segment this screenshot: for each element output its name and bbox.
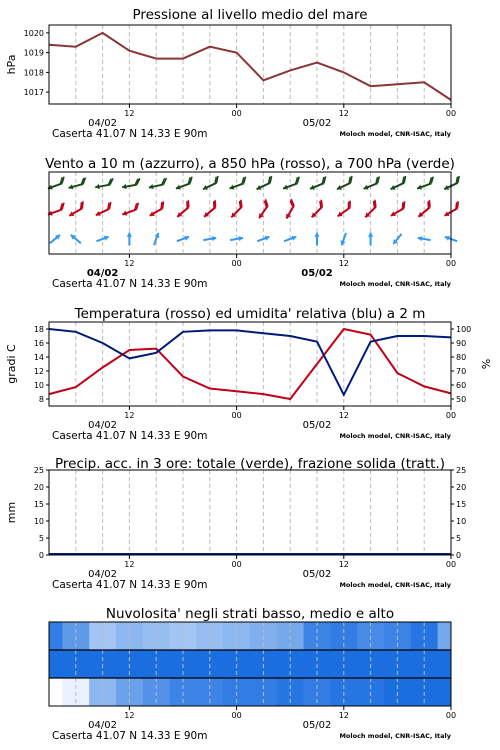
wind-barb — [82, 201, 83, 208]
x-tick-label: 12 — [124, 711, 135, 720]
wind-barb — [457, 201, 458, 208]
x-tick-label: 12 — [124, 259, 135, 268]
model-label: Moloch model, CNR-ISAC, Italy — [339, 581, 451, 589]
wind-barb — [161, 202, 162, 209]
y-tick-label: 12 — [33, 367, 44, 376]
model-label: Moloch model, CNR-ISAC, Italy — [339, 732, 451, 740]
location-label: Caserta 41.07 N 14.33 E 90m — [52, 128, 208, 140]
x-tick-label: 00 — [445, 109, 457, 118]
cloud-cell-alto — [438, 622, 452, 650]
x-tick-label: 12 — [338, 411, 349, 420]
x-tick-label: 00 — [445, 259, 457, 268]
cloud-cell-basso — [49, 678, 63, 706]
y2-tick-label: 50 — [456, 395, 467, 404]
y-axis-label: hPa — [5, 54, 18, 75]
y-tick-label: 20 — [33, 483, 44, 492]
y-tick-label: 16 — [33, 339, 44, 348]
y-tick-label: 1020 — [23, 28, 44, 38]
x-tick-label: 12 — [338, 560, 349, 569]
y-tick-label: 15 — [33, 500, 44, 509]
y2-tick-label: 90 — [456, 339, 467, 348]
y-tick-label: 1019 — [23, 48, 44, 58]
y-tick-label: 10 — [33, 381, 44, 390]
y-axis-label: gradi C — [5, 344, 18, 384]
x-tick-label: 12 — [338, 259, 349, 268]
date-label: 04/02 — [88, 569, 118, 580]
y-axis-label: mm — [5, 501, 18, 524]
x-tick-label: 00 — [231, 109, 242, 118]
y2-tick-label: 0 — [456, 551, 462, 560]
y-tick-label: 5 — [38, 534, 44, 543]
date-label: 05/02 — [302, 720, 332, 731]
precip-panel — [5, 466, 466, 591]
x-tick-label: 12 — [124, 411, 135, 420]
y2-axis-label: % — [480, 358, 493, 370]
y-tick-label: 25 — [33, 466, 44, 475]
y2-tick-label: 70 — [456, 367, 467, 376]
date-label: 04/02 — [88, 420, 118, 431]
y2-tick-label: 5 — [456, 534, 462, 543]
clouds-panel — [49, 622, 456, 742]
y2-tick-label: 15 — [456, 500, 467, 509]
x-tick-label: 00 — [445, 711, 457, 720]
y-tick-label: 1017 — [23, 88, 44, 98]
pressure-line — [49, 33, 451, 100]
y-tick-label: 8 — [38, 395, 44, 404]
chart-title-wind: Vento a 10 m (azzurro), a 850 hPa (rosso), a 700 hPa (verde) — [45, 156, 455, 172]
pressure-panel — [5, 25, 456, 140]
y-tick-label: 1018 — [23, 68, 44, 78]
x-tick-label: 12 — [124, 109, 135, 118]
chart-title-clouds: Nuvolosita' negli strati basso, medio e alto — [105, 606, 395, 622]
model-label: Moloch model, CNR-ISAC, Italy — [339, 130, 451, 138]
location-label: Caserta 41.07 N 14.33 E 90m — [52, 430, 208, 442]
y-tick-label: 18 — [33, 325, 44, 334]
location-label: Caserta 41.07 N 14.33 E 90m — [52, 730, 208, 742]
wind-arrow-head — [368, 233, 373, 237]
y2-tick-label: 80 — [456, 353, 467, 362]
date-label: 05/02 — [302, 569, 332, 580]
date-label: 04/02 — [88, 720, 118, 731]
date-label: 05/02 — [301, 268, 333, 279]
chart-title-precip: Precip. acc. in 3 ore: totale (verde), frazione solida (tratt.) — [55, 456, 445, 472]
x-tick-label: 12 — [338, 109, 349, 118]
chart-title-temperature: Temperatura (rosso) ed umidita' relativa (blu) a 2 m — [74, 306, 426, 322]
y2-tick-label: 20 — [456, 483, 467, 492]
x-tick-label: 00 — [231, 711, 242, 720]
wind-barb — [404, 201, 405, 208]
y2-tick-label: 10 — [456, 517, 467, 526]
wind-barb — [163, 201, 164, 208]
wind-barb — [81, 202, 82, 209]
date-label: 04/02 — [88, 118, 118, 129]
model-label: Moloch model, CNR-ISAC, Italy — [339, 432, 451, 440]
wind-barb — [402, 202, 403, 209]
wind-panel — [48, 172, 459, 290]
cloud-cell-basso — [438, 678, 452, 706]
x-tick-label: 12 — [338, 711, 349, 720]
location-label: Caserta 41.07 N 14.33 E 90m — [52, 579, 208, 591]
x-tick-label: 00 — [445, 560, 457, 569]
x-tick-label: 00 — [231, 259, 242, 268]
temperature-line — [49, 329, 451, 399]
location-label: Caserta 41.07 N 14.33 E 90m — [52, 278, 208, 290]
wind-barb — [240, 201, 241, 208]
y2-tick-label: 100 — [456, 325, 472, 334]
plot-frame — [49, 470, 451, 555]
temperature-panel — [5, 322, 493, 442]
y-tick-label: 10 — [33, 517, 44, 526]
cloud-cell-medio — [49, 650, 63, 678]
cloud-cell-alto — [49, 622, 63, 650]
date-label: 05/02 — [302, 420, 332, 431]
y2-tick-label: 60 — [456, 381, 467, 390]
chart-title-pressure: Pressione al livello medio del mare — [132, 7, 368, 23]
wind-barb — [374, 201, 375, 208]
model-label: Moloch model, CNR-ISAC, Italy — [339, 280, 451, 288]
y-tick-label: 14 — [33, 353, 44, 362]
date-label: 04/02 — [86, 268, 119, 279]
date-label: 05/02 — [302, 118, 332, 129]
x-tick-label: 12 — [124, 560, 135, 569]
y2-tick-label: 25 — [456, 466, 467, 475]
x-tick-label: 00 — [445, 411, 457, 420]
wind-barb — [320, 201, 321, 208]
x-tick-label: 00 — [231, 560, 242, 569]
y-tick-label: 0 — [38, 551, 44, 560]
wind-arrow-head — [127, 233, 132, 237]
wind-arrow-head — [314, 233, 319, 237]
x-tick-label: 00 — [231, 411, 242, 420]
cloud-cell-medio — [438, 650, 452, 678]
wind-barb — [456, 202, 457, 209]
